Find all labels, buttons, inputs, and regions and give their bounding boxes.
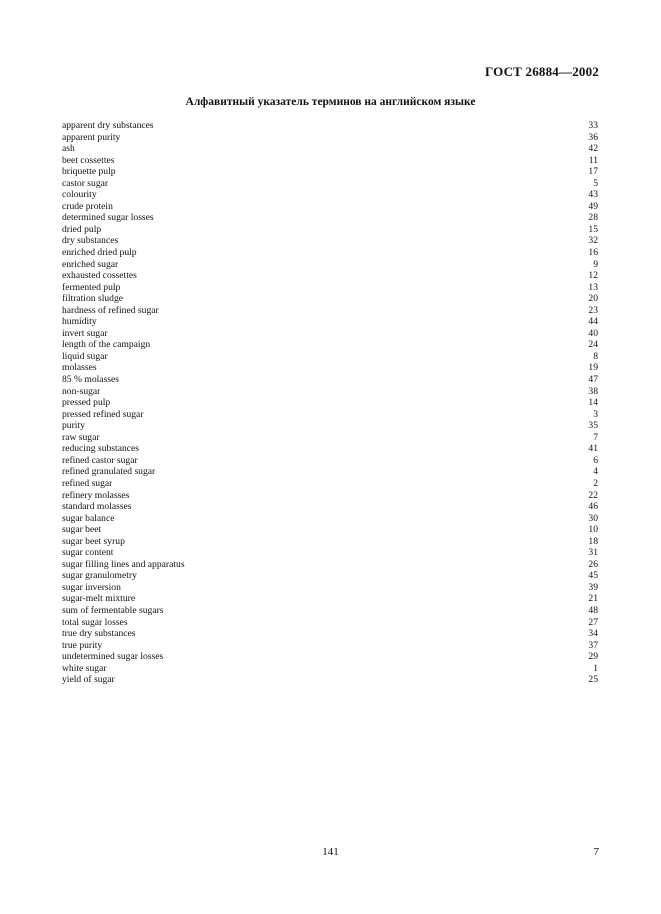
- index-entry: [62, 201, 598, 213]
- index-entry: [62, 386, 598, 398]
- index-term: length of the campaign: [62, 339, 151, 351]
- index-term: refined sugar: [62, 477, 113, 489]
- index-term-number: 2: [593, 477, 598, 489]
- index-term: pressed refined sugar: [62, 408, 144, 420]
- index-entry: [62, 189, 598, 201]
- index-term: refined castor sugar: [62, 454, 138, 466]
- index-term-number: 14: [588, 397, 598, 409]
- index-entry: [62, 305, 598, 317]
- index-term: apparent purity: [62, 131, 121, 143]
- index-term: fermented pulp: [62, 281, 121, 293]
- index-term-number: 38: [588, 385, 598, 397]
- index-term: true purity: [62, 639, 103, 651]
- index-term: sugar inversion: [62, 581, 121, 593]
- index-term: pressed pulp: [62, 397, 111, 409]
- index-term: refinery molasses: [62, 489, 130, 501]
- index-entry: [62, 259, 598, 271]
- index-term-number: 32: [588, 235, 598, 247]
- index-entry: [62, 663, 598, 675]
- index-term-number: 36: [588, 131, 598, 143]
- index-term: purity: [62, 420, 85, 432]
- index-entry: [62, 640, 598, 652]
- index-entry: [62, 351, 598, 363]
- index-term: sugar filling lines and apparatus: [62, 558, 185, 570]
- index-term-number: 21: [588, 593, 598, 605]
- index-entry: [62, 651, 598, 663]
- index-entry: [62, 674, 598, 686]
- index-term-number: 49: [588, 200, 598, 212]
- index-term: sugar beet: [62, 524, 102, 536]
- index-term: beet cossettes: [62, 154, 115, 166]
- index-entry: [62, 513, 598, 525]
- index-term: enriched dried pulp: [62, 247, 137, 259]
- index-term: sugar beet syrup: [62, 535, 125, 547]
- index-term-number: 22: [588, 489, 598, 501]
- index-term-number: 42: [588, 143, 598, 155]
- index-term-number: 26: [588, 558, 598, 570]
- index-term-number: 41: [588, 443, 598, 455]
- index-term: reducing substances: [62, 443, 139, 455]
- index-term-number: 33: [588, 120, 598, 131]
- index-entry: [62, 409, 598, 421]
- index-entry: [62, 178, 598, 190]
- section-title: Алфавитный указатель терминов на английском языке: [185, 96, 476, 108]
- page-number: 141: [322, 846, 339, 858]
- index-term-number: 24: [588, 339, 598, 351]
- index-term: determined sugar losses: [62, 212, 154, 224]
- index-term-number: 18: [588, 535, 598, 547]
- index-entry: [62, 524, 598, 536]
- index-term-number: 46: [588, 501, 598, 513]
- document-code: ГОСТ 26884—2002: [484, 64, 599, 79]
- index-term: undetermined sugar losses: [62, 651, 164, 663]
- index-entry: [62, 570, 598, 582]
- index-entry: [62, 374, 598, 386]
- index-entry: [62, 397, 598, 409]
- index-entry: [62, 478, 598, 490]
- index-term: sugar granulometry: [62, 570, 137, 582]
- index-entry: [62, 155, 598, 167]
- index-term-number: 19: [588, 362, 598, 374]
- index-term: yield of sugar: [62, 674, 115, 686]
- index-term: colourity: [62, 189, 97, 201]
- index-entry: [62, 132, 598, 144]
- index-entry: [62, 270, 598, 282]
- index-term-number: 3: [593, 408, 598, 420]
- index-term-number: 30: [588, 512, 598, 524]
- index-term: castor sugar: [62, 177, 109, 189]
- index-term-number: 16: [588, 247, 598, 259]
- index-term-number: 48: [588, 604, 598, 616]
- index-term: sum of fermentable sugars: [62, 604, 164, 616]
- index-term: apparent dry substances: [62, 120, 154, 131]
- index-term-number: 6: [593, 454, 598, 466]
- index-entry: [62, 420, 598, 432]
- index-entry: [62, 235, 598, 247]
- index-term-number: 47: [588, 374, 598, 386]
- index-term-number: 27: [588, 616, 598, 628]
- index-entry: [62, 582, 598, 594]
- index-term-number: 39: [588, 581, 598, 593]
- index-term-number: 35: [588, 420, 598, 432]
- index-term-number: 11: [588, 154, 598, 166]
- index-entry: [62, 617, 598, 629]
- index-term: raw sugar: [62, 431, 100, 443]
- term-index-list: [62, 120, 598, 686]
- index-term: refined granulated sugar: [62, 466, 156, 478]
- index-term: liquid sugar: [62, 350, 108, 362]
- index-entry: [62, 605, 598, 617]
- index-entry: [62, 143, 598, 155]
- index-term: ash: [62, 143, 75, 155]
- index-term-number: 31: [588, 547, 598, 559]
- index-term-number: 5: [593, 177, 598, 189]
- sheet-number: 7: [593, 846, 599, 858]
- index-entry: [62, 212, 598, 224]
- index-entry: [62, 293, 598, 305]
- index-term-number: 1: [593, 662, 598, 674]
- index-entry: [62, 628, 598, 640]
- index-term-number: 15: [588, 223, 598, 235]
- index-term: dry substances: [62, 235, 119, 247]
- index-term-number: 13: [588, 281, 598, 293]
- index-term: sugar balance: [62, 512, 115, 524]
- index-term-number: 37: [588, 639, 598, 651]
- index-entry: [62, 316, 598, 328]
- index-term-number: 17: [588, 166, 598, 178]
- index-term-number: 40: [588, 327, 598, 339]
- index-term-number: 20: [588, 293, 598, 305]
- index-term: crude protein: [62, 200, 113, 212]
- index-term: 85 % molasses: [62, 374, 120, 386]
- index-term: true dry substances: [62, 628, 136, 640]
- index-term: molasses: [62, 362, 97, 374]
- index-entry: [62, 362, 598, 374]
- index-term: invert sugar: [62, 327, 108, 339]
- index-term: sugar content: [62, 547, 114, 559]
- index-entry: [62, 466, 598, 478]
- index-term-number: 43: [588, 189, 598, 201]
- index-term-number: 23: [588, 304, 598, 316]
- index-term: hardness of refined sugar: [62, 304, 159, 316]
- index-term-number: 9: [593, 258, 598, 270]
- index-entry: [62, 536, 598, 548]
- index-entry: [62, 443, 598, 455]
- index-term-number: 28: [588, 212, 598, 224]
- index-entry: [62, 501, 598, 513]
- index-entry: [62, 455, 598, 467]
- index-term: dried pulp: [62, 223, 102, 235]
- index-term-number: 7: [593, 431, 598, 443]
- index-term-number: 8: [593, 350, 598, 362]
- index-term: briquette pulp: [62, 166, 116, 178]
- index-entry: [62, 224, 598, 236]
- index-entry: [62, 247, 598, 259]
- index-entry: [62, 490, 598, 502]
- index-entry: [62, 166, 598, 178]
- index-term-number: 29: [588, 651, 598, 663]
- index-entry: [62, 282, 598, 294]
- index-term-number: 44: [588, 316, 598, 328]
- index-term-number: 10: [588, 524, 598, 536]
- index-term: sugar-melt mixture: [62, 593, 136, 605]
- index-term: total sugar losses: [62, 616, 128, 628]
- index-term-number: 45: [588, 570, 598, 582]
- index-term-number: 25: [588, 674, 598, 686]
- index-term: enriched sugar: [62, 258, 119, 270]
- index-entry: [62, 328, 598, 340]
- index-entry: [62, 593, 598, 605]
- index-term: humidity: [62, 316, 97, 328]
- index-term: exhausted cossettes: [62, 270, 137, 282]
- index-entry: [62, 432, 598, 444]
- index-entry: [62, 339, 598, 351]
- index-term-number: 12: [588, 270, 598, 282]
- index-term: white sugar: [62, 662, 107, 674]
- index-entry: [62, 547, 598, 559]
- index-term: non-sugar: [62, 385, 101, 397]
- index-term: filtration sludge: [62, 293, 124, 305]
- index-entry: [62, 120, 598, 132]
- index-term-number: 34: [588, 628, 598, 640]
- index-term: standard molasses: [62, 501, 132, 513]
- index-entry: [62, 559, 598, 571]
- index-term-number: 4: [593, 466, 598, 478]
